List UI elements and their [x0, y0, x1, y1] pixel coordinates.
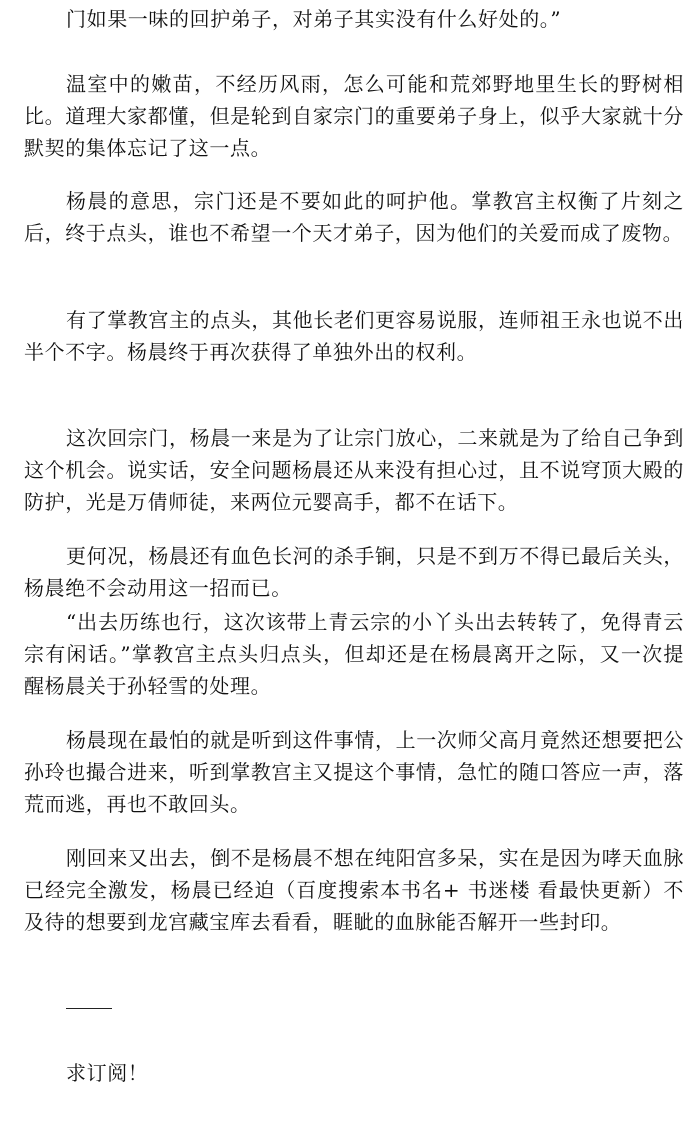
section-divider — [66, 1008, 112, 1009]
paragraph-5: 这次回宗门，杨晨一来是为了让宗门放心，二来就是为了给自己争到这个机会。说实话，安全问题杨晨还从来没有担心过，且不说穹顶大殿的防护，光是万倩师徒，来两位元婴高手，都不在话下。 — [24, 426, 684, 514]
paragraph-9: 刚回来又出去，倒不是杨晨不想在纯阳宫多呆，实在是因为哮天血脉已经完全激发，杨晨已经迫（百度搜索本书名+ 书迷楼 看最快更新）不及待的想要到龙宫藏宝库去看看，睚眦的血脉能否解开一些封印。 — [24, 846, 684, 934]
paragraph-1: 门如果一味的回护弟子，对弟子其实没有什么好处的。” — [66, 7, 562, 31]
paragraph-6: 更何况，杨晨还有血色长河的杀手锏，只是不到万不得已最后关头，杨晨绝不会动用这一招而已。 — [24, 544, 684, 600]
paragraph-7: “出去历练也行，这次该带上青云宗的小丫头出去转转了，免得青云宗有闲话。”掌教宫主点头归点头，但却还是在杨晨离开之际，又一次提醒杨晨关于孙轻雪的处理。 — [24, 610, 684, 698]
paragraph-8: 杨晨现在最怕的就是听到这件事情，上一次师父高月竟然还想要把公孙玲也撮合进来，听到掌教宫主又提这个事情，急忙的随口答应一声，落荒而逃，再也不敢回头。 — [24, 728, 684, 816]
paragraph-2: 温室中的嫩苗，不经历风雨，怎么可能和荒郊野地里生长的野树相比。道理大家都懂，但是轮到自家宗门的重要弟子身上，似乎大家就十分默契的集体忘记了这一点。 — [24, 72, 684, 160]
paragraph-3: 杨晨的意思，宗门还是不要如此的呵护他。掌教宫主权衡了片刻之后，终于点头，谁也不希望一个天才弟子，因为他们的关爱而成了废物。 — [24, 189, 684, 245]
paragraph-4: 有了掌教宫主的点头，其他长老们更容易说服，连师祖王永也说不出半个不字。杨晨终于再次获得了单独外出的权利。 — [24, 308, 684, 364]
closing-line: 求订阅！ — [66, 1061, 149, 1085]
